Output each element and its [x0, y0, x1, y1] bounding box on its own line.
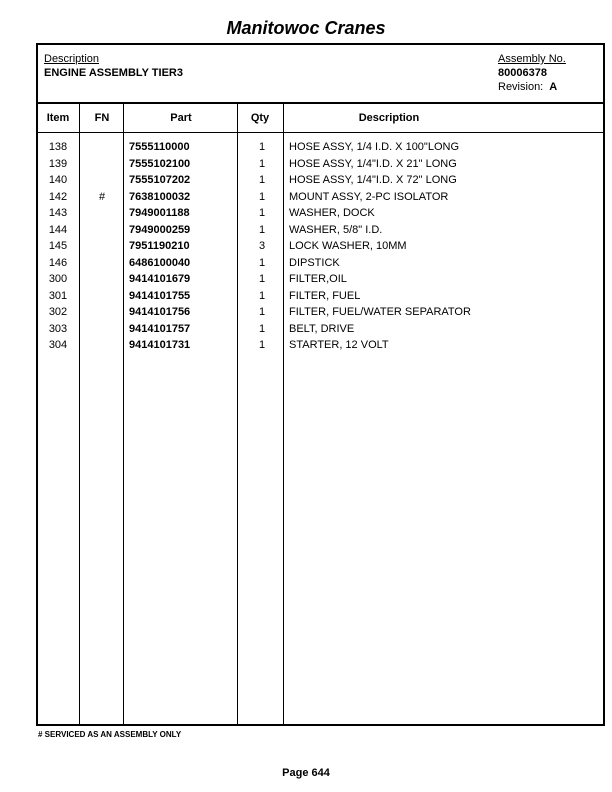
part-description: MOUNT ASSY, 2-PC ISOLATOR: [289, 190, 449, 203]
quantity: 1: [258, 322, 266, 335]
table-row: [38, 288, 603, 305]
revision-label: Revision:: [498, 81, 544, 93]
column-header-qty: Qty: [250, 112, 270, 124]
revision-value: A: [549, 81, 558, 93]
part-description: STARTER, 12 VOLT: [289, 339, 389, 351]
part-description: FILTER,OIL: [289, 273, 347, 285]
part-number: 9414101756: [129, 306, 191, 318]
part-description: WASHER, 5/8" I.D.: [289, 223, 383, 236]
quantity: 1: [258, 339, 266, 351]
item-number: 145: [48, 240, 68, 252]
part-description: LOCK WASHER, 10MM: [289, 240, 407, 252]
item-number: 304: [48, 339, 68, 351]
description-label: Description: [44, 53, 100, 65]
quantity: 1: [258, 174, 266, 186]
item-number: 142: [48, 190, 68, 203]
item-number: 303: [48, 322, 68, 335]
quantity: 1: [258, 306, 266, 318]
assembly-description: ENGINE ASSEMBLY TIER3: [44, 67, 183, 79]
item-number: 143: [48, 207, 68, 219]
assembly-header: [38, 45, 603, 104]
item-number: 140: [48, 174, 68, 186]
quantity: 1: [258, 141, 266, 153]
part-number: 7949000259: [129, 223, 191, 236]
quantity: 1: [258, 289, 266, 302]
page-title: Manitowoc Cranes: [226, 18, 386, 38]
column-header-fn: FN: [94, 112, 110, 124]
quantity: 1: [258, 207, 266, 219]
table-row: [38, 321, 603, 338]
footnote: # SERVICED AS AN ASSEMBLY ONLY: [38, 730, 182, 739]
table-row: [38, 255, 603, 272]
quantity: 1: [258, 223, 266, 236]
quantity: 1: [258, 157, 266, 170]
column-header-item: Item: [46, 112, 70, 124]
item-number: 302: [48, 306, 68, 318]
part-description: HOSE ASSY, 1/4"I.D. X 21" LONG: [289, 157, 457, 170]
part-number: 7555107202: [129, 174, 191, 186]
quantity: 1: [258, 190, 266, 203]
part-description: WASHER, DOCK: [289, 207, 375, 219]
revision: [498, 81, 557, 94]
quantity: 3: [258, 240, 266, 252]
item-number: 138: [48, 141, 68, 153]
item-number: 300: [48, 273, 68, 285]
table-row: [38, 337, 603, 354]
part-number: 7638100032: [129, 190, 191, 203]
table-row: [38, 222, 603, 239]
table-row: [38, 189, 603, 206]
table-row: [38, 304, 603, 321]
page-number: Page 644: [282, 767, 330, 779]
column-header-part: Part: [170, 112, 192, 124]
part-description: HOSE ASSY, 1/4"I.D. X 72" LONG: [289, 174, 457, 186]
parts-table-body: [38, 139, 603, 354]
part-number: 9414101757: [129, 322, 191, 335]
quantity: 1: [258, 256, 266, 269]
part-number: 7949001188: [129, 207, 190, 219]
parts-list-frame: [36, 43, 605, 726]
part-number: 9414101731: [129, 339, 191, 351]
table-row: [38, 238, 603, 255]
part-number: 6486100040: [129, 256, 191, 269]
table-row: [38, 139, 603, 156]
item-number: 146: [48, 256, 68, 269]
part-number: 7555102100: [129, 157, 191, 170]
part-description: BELT, DRIVE: [289, 322, 355, 335]
part-number: 7951190210: [129, 240, 190, 252]
part-number: 9414101755: [129, 289, 191, 302]
table-row: [38, 271, 603, 288]
item-number: 144: [48, 223, 68, 236]
fn-marker: #: [98, 190, 106, 203]
table-row: [38, 172, 603, 189]
part-description: HOSE ASSY, 1/4 I.D. X 100"LONG: [289, 141, 460, 153]
assembly-number: 80006378: [498, 67, 547, 79]
quantity: 1: [258, 273, 266, 285]
item-number: 301: [48, 289, 68, 302]
part-number: 7555110000: [129, 141, 190, 153]
column-header-description: Description: [358, 112, 420, 124]
part-description: FILTER, FUEL/WATER SEPARATOR: [289, 306, 471, 318]
table-row: [38, 205, 603, 222]
part-number: 9414101679: [129, 273, 191, 285]
table-row: [38, 156, 603, 173]
part-description: DIPSTICK: [289, 256, 340, 269]
item-number: 139: [48, 157, 68, 170]
assembly-number-label: Assembly No.: [498, 53, 566, 65]
part-description: FILTER, FUEL: [289, 289, 361, 302]
